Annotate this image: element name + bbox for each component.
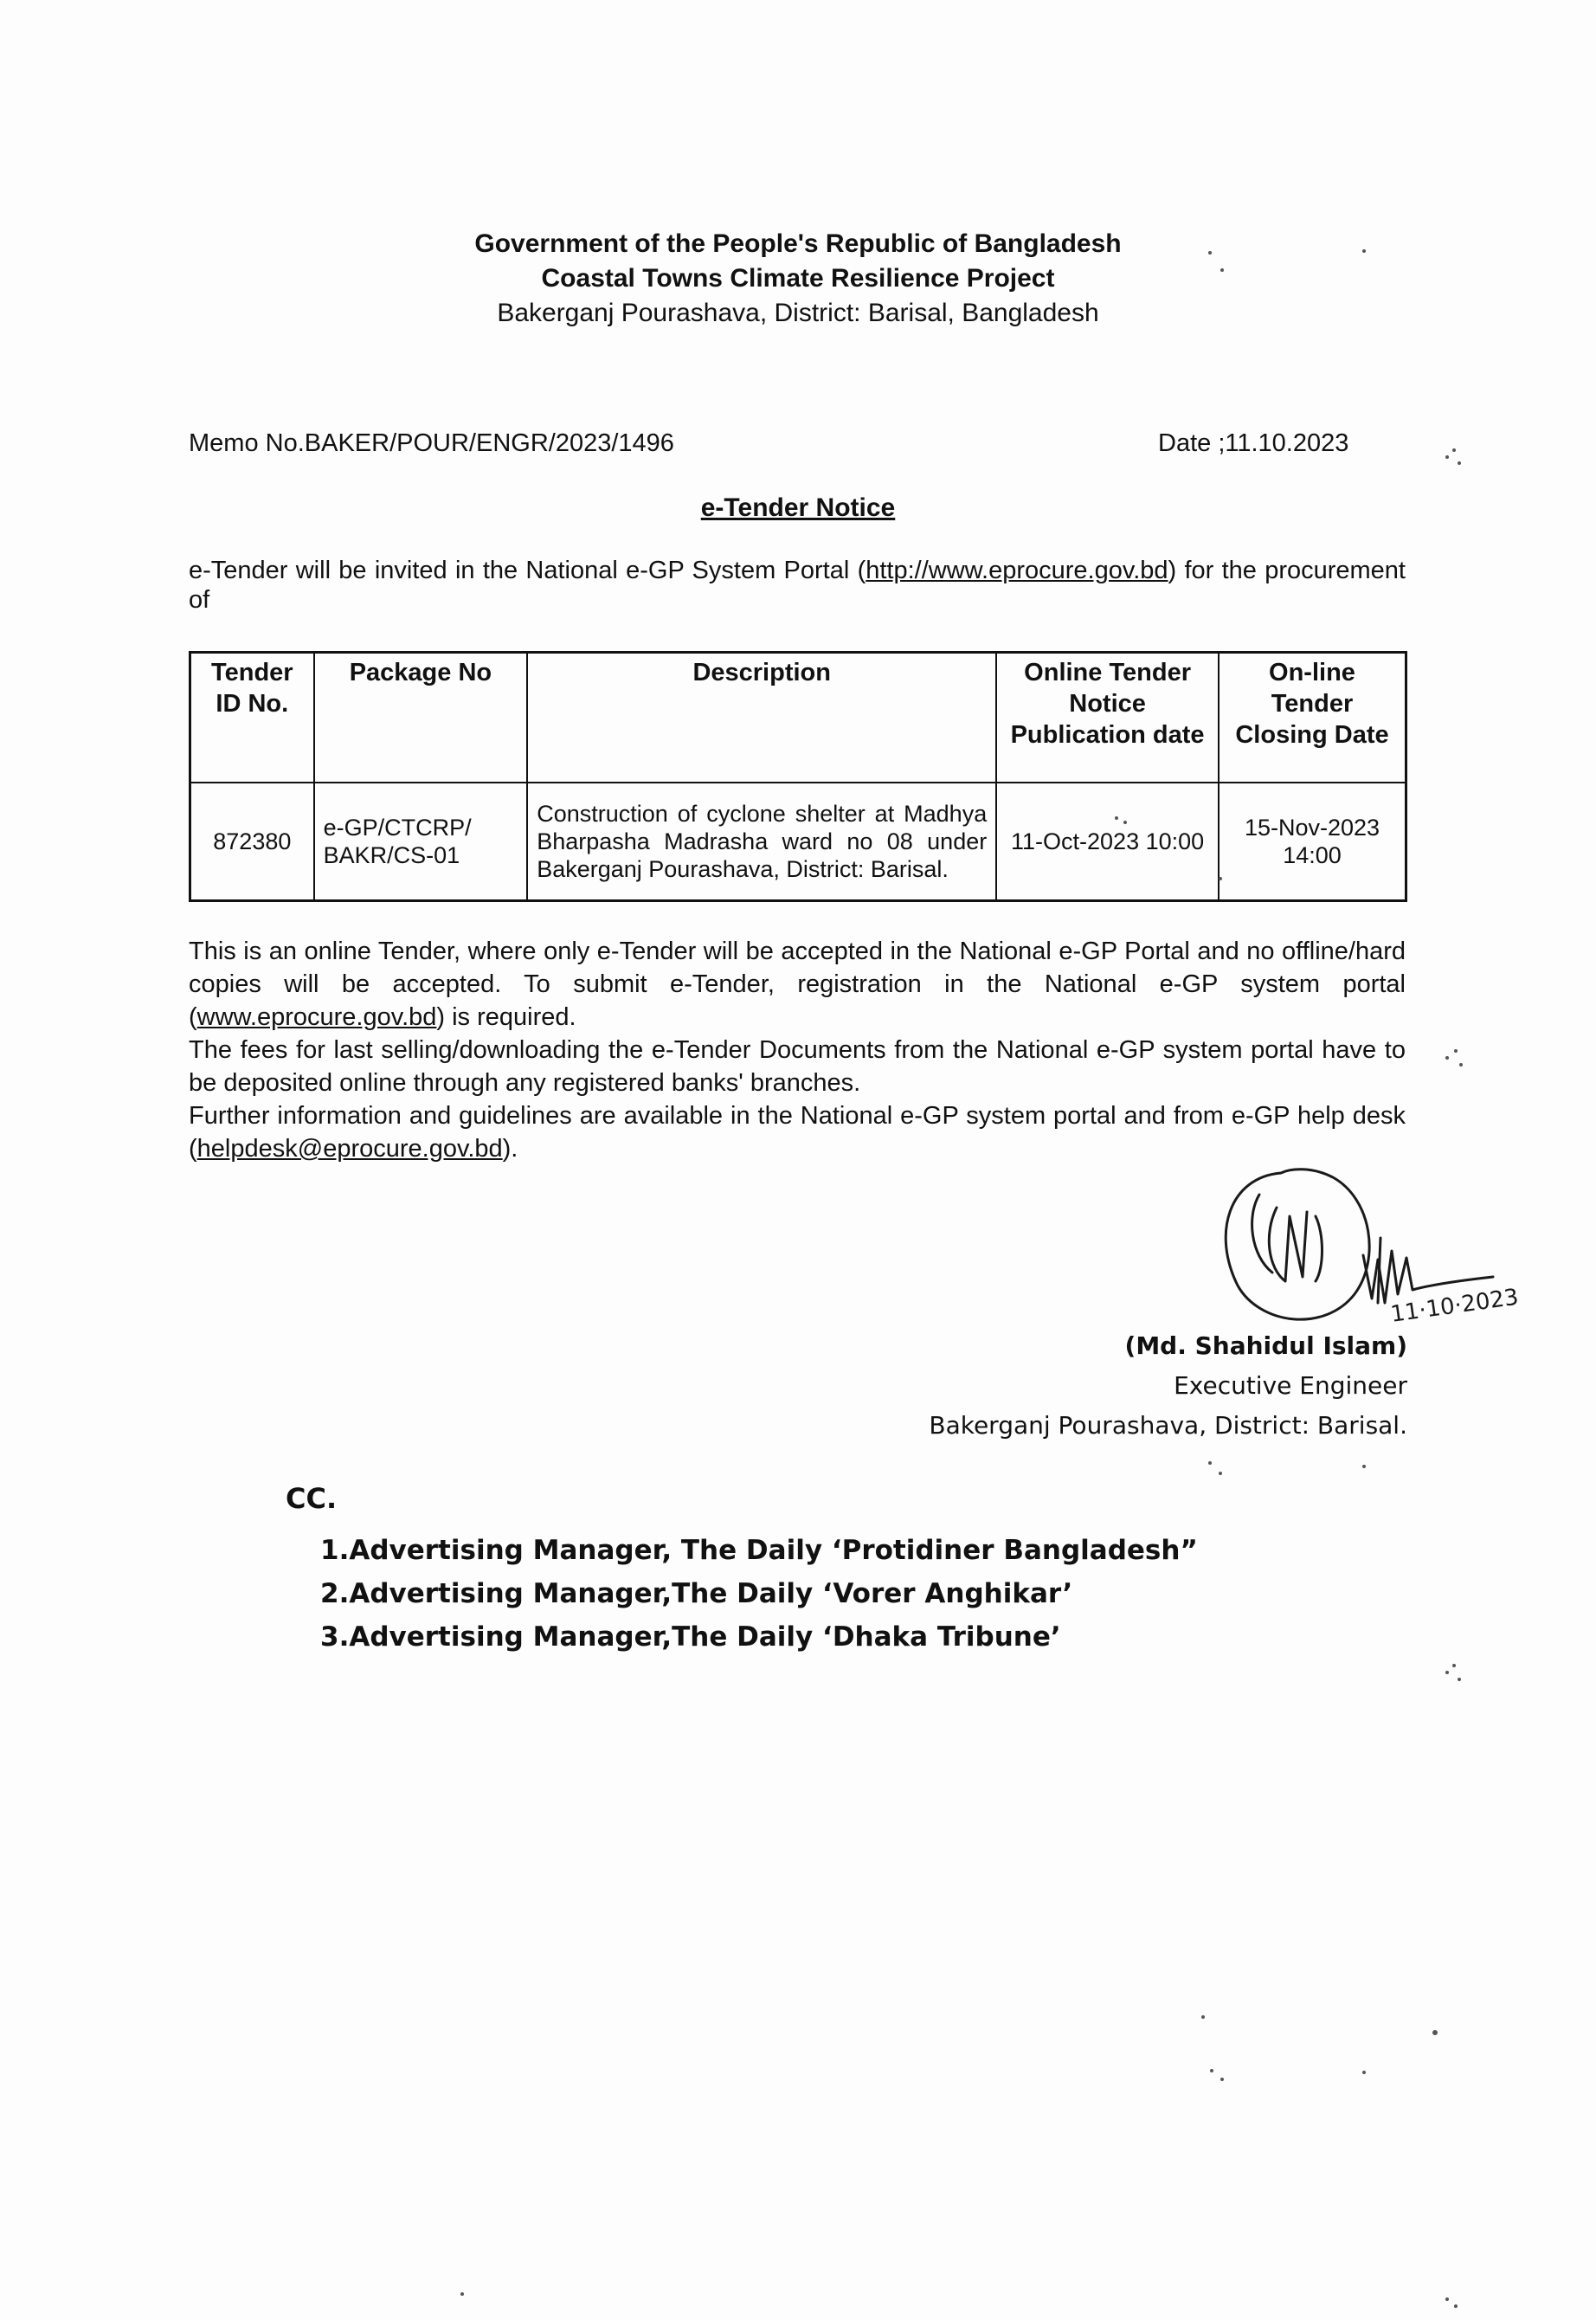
list-item: 2.Advertising Manager,The Daily ‘Vorer Anghikar’	[320, 1578, 1073, 1609]
fees-paragraph: The fees for last selling/downloading the e-Tender Documents from the National e-GP system portal have to be deposited online through any registered banks' branches.	[189, 1036, 1406, 1097]
cell-publication-date: 11-Oct-2023 10:00	[996, 783, 1219, 901]
memo-date: Date ;11.10.2023	[1158, 429, 1349, 457]
tender-table	[189, 651, 1407, 902]
eprocure-registration-link[interactable]: www.eprocure.gov.bd	[196, 1003, 437, 1031]
eprocure-portal-link[interactable]: http://www.eprocure.gov.bd	[866, 557, 1168, 584]
signatory-block	[866, 1326, 1407, 1446]
cell-package-no: e-GP/CTCRP/ BAKR/CS-01	[314, 783, 528, 901]
list-item: 1.Advertising Manager, The Daily ‘Protidiner Bangladesh”	[320, 1535, 1198, 1566]
signatory-title: Executive Engineer	[1174, 1371, 1407, 1400]
header-description: Description	[527, 653, 996, 783]
memo-number: Memo No.BAKER/POUR/ENGR/2023/1496	[189, 429, 674, 457]
letterhead-government: Government of the People's Republic of Bangladesh	[474, 229, 1122, 258]
para3-text-a: Further information and guidelines are available in the National e-GP system portal and from e-GP help desk (	[189, 1102, 1406, 1163]
notice-body	[189, 935, 1406, 1165]
intro-paragraph	[189, 556, 1406, 615]
para1-text-a: This is an online Tender, where only e-Tender will be accepted in the National e-GP Portal and no offline/hard copies will be accepted. To submit e-Tender, registration in the National e-GP system portal (	[189, 938, 1406, 1031]
cc-label: CC.	[286, 1482, 338, 1515]
notice-title: e-Tender Notice	[700, 493, 896, 522]
list-item: 3.Advertising Manager,The Daily ‘Dhaka Tribune’	[320, 1621, 1061, 1653]
intro-text-before: e-Tender will be invited in the National e-GP System Portal (	[189, 557, 866, 584]
handwritten-signature	[1194, 1156, 1521, 1346]
helpdesk-email-link[interactable]: helpdesk@eprocure.gov.bd	[196, 1135, 503, 1163]
header-tender-id: Tender ID No.	[190, 653, 314, 783]
letterhead	[0, 227, 1596, 331]
cell-tender-id: 872380	[190, 783, 314, 901]
para1-text-b: ) is required.	[436, 1003, 576, 1031]
header-closing-date: On-line Tender Closing Date	[1219, 653, 1406, 783]
letterhead-office: Bakerganj Pourashava, District: Barisal, Bangladesh	[497, 299, 1099, 327]
signatory-office: Bakerganj Pourashava, District: Barisal.	[929, 1411, 1407, 1440]
para3-text-b: ).	[502, 1135, 518, 1163]
handwritten-date: 11·10·2023	[1388, 1284, 1521, 1328]
table-header-row	[190, 653, 1406, 783]
header-package-no: Package No	[314, 653, 528, 783]
table-row	[190, 783, 1406, 901]
letterhead-project: Coastal Towns Climate Resilience Project	[541, 264, 1055, 293]
online-tender-paragraph	[189, 935, 1406, 1034]
header-publication-date: Online Tender Notice Publication date	[996, 653, 1219, 783]
cc-list	[320, 1529, 1198, 1659]
signatory-name: (Md. Shahidul Islam)	[1124, 1331, 1407, 1360]
intro-text-after: ) for the procurement of	[189, 557, 1406, 614]
cell-description: Construction of cyclone shelter at Madhya Bharpasha Madrasha ward no 08 under Bakerganj Pourashava, District: Barisal.	[527, 783, 996, 901]
cell-closing-date: 15-Nov-2023 14:00	[1219, 783, 1406, 901]
